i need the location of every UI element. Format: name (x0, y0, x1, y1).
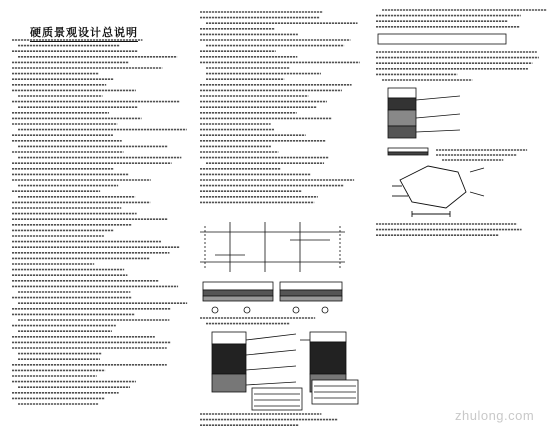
left-column-text (12, 40, 187, 404)
polygon-stone-diagram (392, 166, 484, 217)
document-title: 硬质景观设计总说明 (30, 24, 138, 42)
paving-plan-diagram (200, 222, 345, 272)
right-mid-strip (388, 148, 428, 155)
right-layer-detail (388, 88, 460, 138)
paving-section-details (203, 282, 342, 313)
right-top-note-box (378, 34, 506, 44)
watermark-text: zhulong.com (455, 408, 535, 423)
layered-construction-sections (212, 332, 358, 410)
